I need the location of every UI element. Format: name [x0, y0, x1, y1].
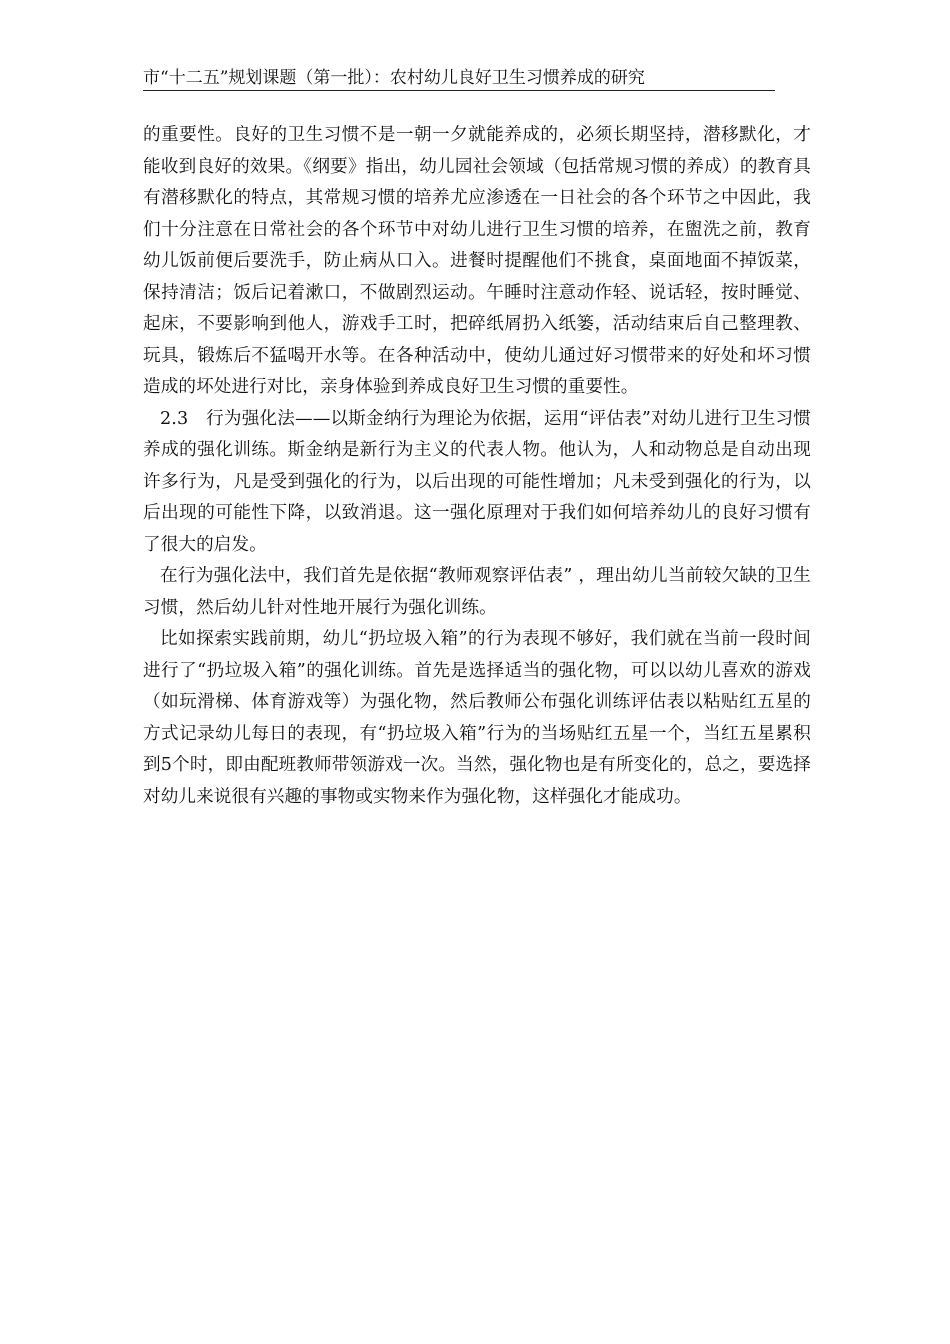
paragraph-evaluation-form: 在行为强化法中，我们首先是依据“教师观察评估表” ，理出幼儿当前较欠缺的卫生习惯，然后幼儿针对性地开展行为强化训练。: [143, 566, 811, 618]
paragraph-hygiene-importance: 的重要性。良好的卫生习惯不是一朝一夕就能养成的，必须长期坚持，潜移默化，才能收到良好的效果。《纲要》指出，幼儿园社会领域（包括常规习惯的养成）的教育具有潜移默化的特点，其常规习惯的培养尤应渗透在一日社会的各个环节之中因此，我们十分注意在日常社会的各个环节中对幼儿进行卫生习惯的培养，在盥洗之前，教育幼儿饭前便后要洗手，防止病从口入。进餐时提醒他们不挑食，桌面地面不掉饭菜，保持清洁；饭后记着漱口，不做剧烈运动。午睡时注意动作轻、说话轻，按时睡觉、起床，不要影响到他人，游戏手工时，把碎纸屑扔入纸篓，活动结束后自己整理教、玩具，锻炼后不猛喝开水等。在各种活动中，使幼儿通过好习惯带来的好处和坏习惯造成的坏处进行对比，亲身体验到养成良好卫生习惯的重要性。: [143, 125, 811, 397]
paragraph-trash-example: 比如探索实践前期，幼儿“扔垃圾入箱”的行为表现不够好，我们就在当前一段时间进行了“扔垃圾入箱”的强化训练。首先是选择适当的强化物，可以以幼儿喜欢的游戏（如玩滑梯、体育游戏等）为强化物，然后教师公布强化训练评估表以粘贴红五星的方式记录幼儿每日的表现，有“扔垃圾入箱”行为的当场贴红五星一个，当红五星累积到5个时，即由配班教师带领游戏一次。当然，强化物也是有所变化的，总之，要选择对幼儿来说很有兴趣的事物或实物来作为强化物，这样强化才能成功。: [143, 629, 811, 807]
running-header: 市“十二五”规划课题（第一批）：农村幼儿良好卫生习惯养成的研究: [143, 68, 775, 91]
body-text: [143, 120, 811, 813]
paragraph-behavior-reinforcement: 2.3 行为强化法——以斯金纳行为理论为依据，运用“评估表”对幼儿进行卫生习惯养成的强化训练。斯金纳是新行为主义的代表人物。他认为，人和动物总是自动出现许多行为，凡是受到强化的行为，以后出现的可能性增加；凡未受到强化的行为，以后出现的可能性下降，以致消退。这一强化原理对于我们如何培养幼儿的良好习惯有了很大的启发。: [143, 408, 811, 555]
